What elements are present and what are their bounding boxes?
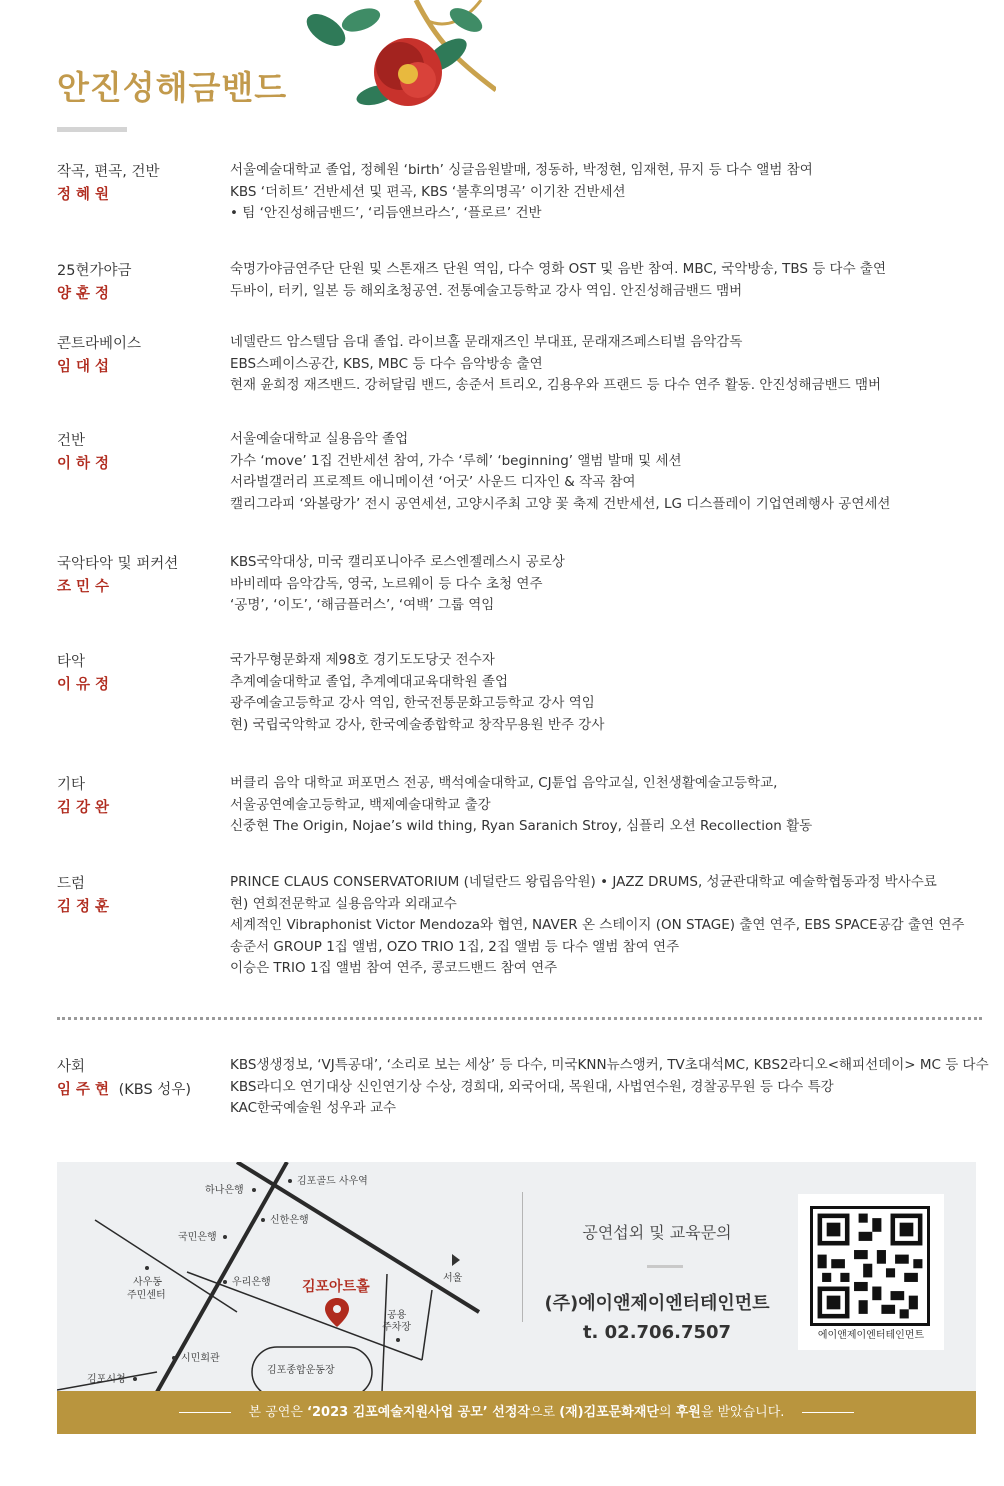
- description-line: EBS스페이스공간, KBS, MBC 등 다수 음악방송 출연: [230, 355, 543, 372]
- description-line: 추계예술대학교 졸업, 추계예대교육대학원 졸업: [230, 673, 508, 690]
- member-name: 김정훈: [57, 899, 115, 915]
- footer-rule-left: [179, 1412, 231, 1413]
- member-name: 이유정: [57, 677, 115, 693]
- description-line: 서울공연예술고등학교, 백제예술대학교 출강: [230, 796, 491, 813]
- description-line: KAC한국예술원 성우과 교수: [230, 1100, 397, 1117]
- member-name: 임주현 (KBS 성우): [57, 1082, 191, 1098]
- description-line: KBS국악대상, 미국 캘리포니아주 로스엔젤레스시 공로상: [230, 554, 565, 570]
- description-line: 버클리 음악 대학교 퍼포먼스 전공, 백석예술대학교, CJ튠업 음악교실, 인천생활예술고등학교,: [230, 775, 778, 791]
- footer-text-bold: ‘2023 김포예술지원사업 공모’ 선정작: [307, 1405, 530, 1420]
- map-label-kookmin: 국민은행: [178, 1232, 217, 1243]
- description-line: 캘리그라피 ‘와볼랑가’ 전시 공연세션, 고양시주최 고양 꽃 축제 건반세션, LG 디스플레이 기업연례행사 공연세션: [230, 495, 891, 512]
- member-role: 드럼: [57, 876, 86, 892]
- dotted-divider: [57, 1017, 982, 1020]
- member-role: 국악타악 및 퍼커션: [57, 556, 179, 572]
- member-description: [230, 160, 990, 225]
- member-role: 건반: [57, 433, 86, 449]
- footer-text-part: 을 받았습니다.: [700, 1405, 785, 1420]
- member-name: 정혜원: [57, 187, 115, 203]
- description-line: • 팀 ‘안진성해금밴드’, ‘리듬앤브라스’, ‘플로르’ 건반: [230, 205, 542, 222]
- description-line: 서울예술대학교 졸업, 정혜원 ‘birth’ 싱글음원발매, 정동하, 박정현, 임재현, 뮤지 등 다수 앨범 참여: [230, 162, 813, 178]
- description-line: 국가무형문화재 제98호 경기도도당굿 전수자: [230, 652, 495, 668]
- qr-code-icon[interactable]: [810, 1206, 930, 1326]
- member-role: 작곡, 편곡, 건반: [57, 164, 160, 180]
- map-label-stadium: 김포종합운동장: [267, 1365, 335, 1376]
- member-description: [230, 552, 990, 617]
- map-label-parking-2: 주차장: [382, 1322, 411, 1333]
- map-label-sawoo-2: 주민센터: [127, 1290, 166, 1301]
- camellia-flower-decoration: [296, 0, 496, 118]
- member-name-suffix: (KBS 성우): [114, 1082, 191, 1098]
- description-line: PRINCE CLAUS CONSERVATORIUM (네덜란드 왕립음악원) • JAZZ DRUMS, 성균관대학교 예술학협동과정 박사수료: [230, 874, 937, 890]
- sponsor-band: [57, 1391, 976, 1434]
- member-role: 기타: [57, 777, 86, 793]
- company-name: (주)에이앤제이엔터테인먼트: [544, 1293, 770, 1314]
- member-role: 콘트라베이스: [57, 336, 142, 352]
- description-line: 송준서 GROUP 1집 앨범, OZO TRIO 1집, 2집 앨범 등 다수 앨범 참여 연주: [230, 938, 680, 955]
- map-label-civic: 시민회관: [181, 1353, 220, 1364]
- description-line: 가수 ‘move’ 1집 건반세션 참여, 가수 ‘루헤’ ‘beginning’ 앨범 발매 및 세션: [230, 452, 682, 469]
- sponsor-text: [57, 1391, 976, 1434]
- footer-text-part: 본 공연은: [248, 1405, 308, 1420]
- member-description: [230, 429, 990, 515]
- footer-text-part: 으로: [529, 1405, 560, 1420]
- contact-separator: [647, 1265, 683, 1268]
- member-role: 25현가야금: [57, 263, 132, 279]
- member-description: [230, 259, 990, 302]
- description-line: 세계적인 Vibraphonist Victor Mendoza와 협연, NAVER 온 스테이지 (ON STAGE) 출연 연주, EBS SPACE공감 출연 연주: [230, 917, 965, 934]
- qr-caption: 에이앤제이엔터테인먼트: [817, 1330, 925, 1341]
- vertical-divider: [522, 1192, 523, 1322]
- footer-text-part: 의: [658, 1405, 676, 1420]
- qr-card: [798, 1194, 944, 1350]
- member-description: [230, 773, 990, 838]
- phone-number[interactable]: t. 02.706.7507: [582, 1322, 732, 1343]
- member-name: 김강완: [57, 800, 115, 816]
- member-role: 사회: [57, 1059, 86, 1075]
- description-line: 신중현 The Origin, Nojae’s wild thing, Ryan Saranich Stroy, 심플리 오션 Recollection 활동: [230, 818, 813, 835]
- member-description: [230, 332, 990, 397]
- description-line: 숙명가야금연주단 단원 및 스톤재즈 단원 역임, 다수 영화 OST 및 음반 참여. MBC, 국악방송, TBS 등 다수 출연: [230, 261, 887, 277]
- description-line: 현) 연희전문학교 실용음악과 외래교수: [230, 895, 457, 912]
- member-description: [230, 872, 990, 980]
- description-line: 서울예술대학교 실용음악 졸업: [230, 431, 409, 447]
- member-name: 조민수: [57, 579, 115, 595]
- description-line: 이승은 TRIO 1집 앨범 참여 연주, 콩코드밴드 참여 연주: [230, 960, 558, 977]
- description-line: 두바이, 터키, 일본 등 해외초청공연. 전통예술고등학교 강사 역임. 안진성해금밴드 맴버: [230, 282, 743, 299]
- description-line: KBS라디오 연기대상 신인연기상 수상, 경희대, 외국어대, 목원대, 사법연수원, 경찰공무원 등 다수 특강: [230, 1078, 834, 1095]
- description-line: KBS생생정보, ‘VJ특공대’, ‘소리로 보는 세상’ 등 다수, 미국KNN뉴스앵커, TV초대석MC, KBS2라디오<해피선데이> MC 등 다수: [230, 1057, 989, 1073]
- map-label-sawoo: 사우동: [133, 1277, 162, 1288]
- map-label-seoul: 서울: [443, 1273, 463, 1284]
- footer-text-bold: (재)김포문화재단: [559, 1405, 659, 1420]
- footer-rule-right: [802, 1412, 854, 1413]
- member-description: [230, 1055, 990, 1120]
- map-label-shinhan: 신한은행: [270, 1215, 309, 1226]
- member-description: [230, 650, 990, 736]
- description-line: 서라벌갤러리 프로젝트 애니메이션 ‘어굿’ 사운드 디자인 & 작곡 참여: [230, 474, 636, 491]
- map-label-woori: 우리은행: [232, 1277, 271, 1288]
- member-name: 이하정: [57, 456, 115, 472]
- map-label-cityhall: 김포시청: [87, 1374, 126, 1385]
- map-label-gimpo-gold: 김포골드 사우역: [297, 1176, 368, 1187]
- description-line: 바비레따 음악감독, 영국, 노르웨이 등 다수 초청 연주: [230, 575, 543, 592]
- member-name: 임대섭: [57, 359, 115, 375]
- description-line: 현) 국립국악학교 강사, 한국예술종합학교 창작무용원 반주 강사: [230, 716, 605, 733]
- map-label-arthall: 김포아트홀: [302, 1279, 370, 1295]
- description-line: 네델란드 암스텔담 음대 졸업. 라이브홀 문래재즈인 부대표, 문래재즈페스티벌 음악감독: [230, 334, 743, 350]
- description-line: KBS ‘더히트’ 건반세션 및 편곡, KBS ‘불후의명곡’ 이기찬 건반세션: [230, 183, 626, 200]
- member-role: 타악: [57, 654, 86, 670]
- map-label-parking-1: 공용: [387, 1310, 407, 1321]
- footer-text-bold: 후원: [675, 1405, 701, 1420]
- map-label-hana: 하나은행: [205, 1185, 244, 1196]
- venue-map: [57, 1162, 507, 1392]
- description-line: 광주예술고등학교 강사 역임, 한국전통문화고등학교 강사 역임: [230, 695, 595, 712]
- contact-label: 공연섭외 및 교육문의: [582, 1223, 732, 1242]
- description-line: ‘공명’, ‘이도’, ‘해금플러스’, ‘여백’ 그룹 역임: [230, 597, 495, 614]
- title-underline: [57, 127, 127, 132]
- band-title: 안진성해금밴드: [57, 68, 288, 107]
- member-name: 양훈정: [57, 286, 115, 302]
- description-line: 현재 윤희정 재즈밴드. 강허달림 밴드, 송준서 트리오, 김용우와 프랜드 등 다수 연주 활동. 안진성해금밴드 맴버: [230, 377, 882, 394]
